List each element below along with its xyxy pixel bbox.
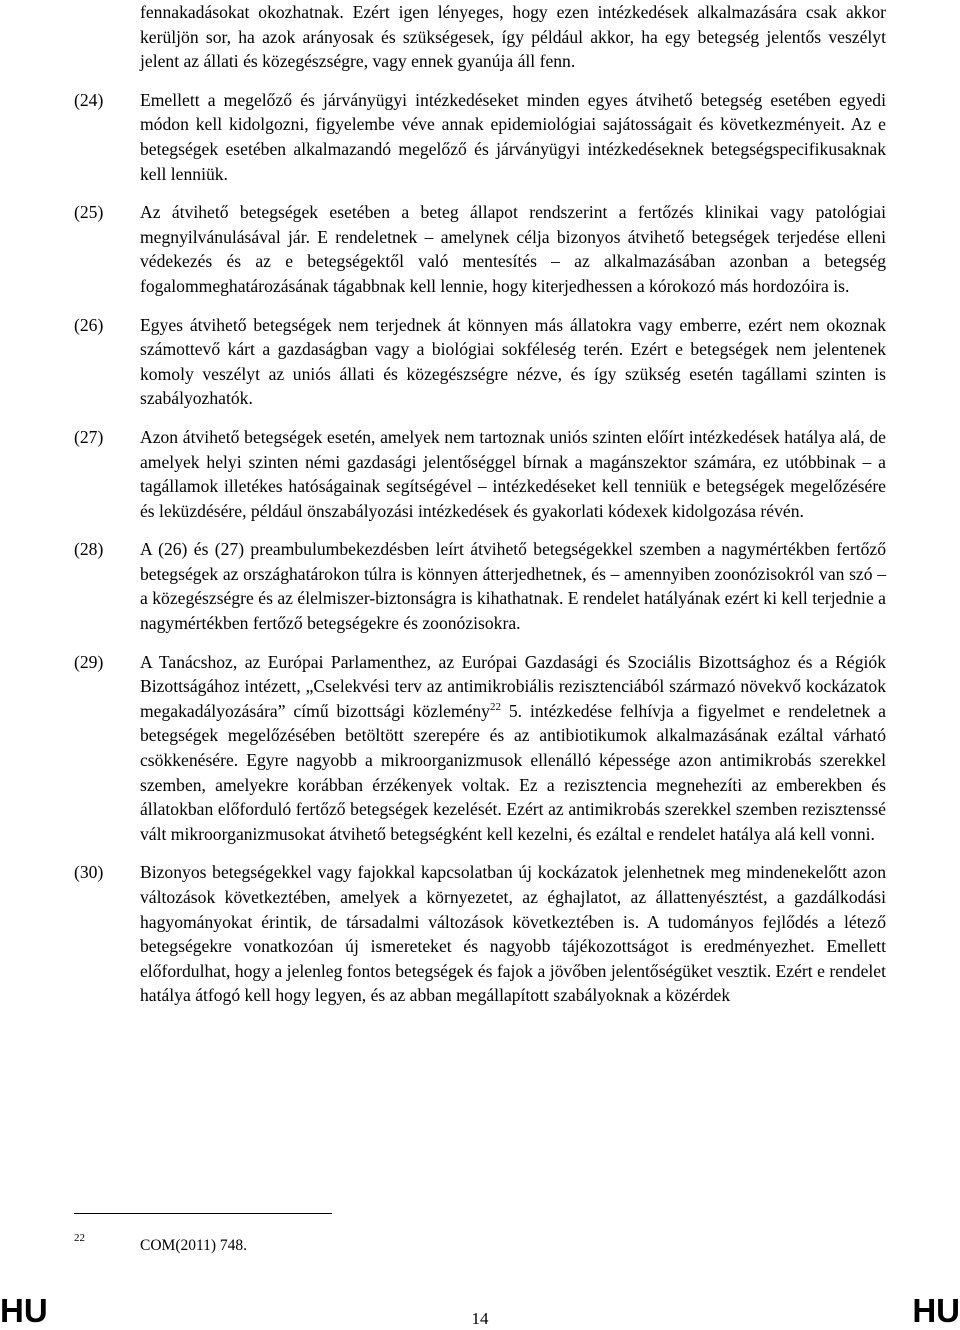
paragraph-text: Egyes átvihető betegségek nem terjednek át könnyen más állatokra vagy emberre, ezért nem okoznak számottevő kárt a gazdaságban vagy a biológiai sokféleség terén. Ezért e betegségek nem jelentenek komoly veszélyt az uniós állati és közegészségre nézve, és így szükség esetén tagállami szinten is szabályozhatók. — [140, 314, 886, 409]
paragraph-26 — [74, 313, 886, 411]
language-code-right: HU — [912, 1292, 960, 1329]
paragraph-30 — [74, 860, 886, 1008]
footnote-number: 22 — [74, 1232, 85, 1244]
paragraph-27 — [74, 425, 886, 523]
paragraph-text: Bizonyos betegségekkel vagy fajokkal kapcsolatban új kockázatok jelenhetnek meg mindenekelőtt azon változások következtében, amelyek a környezetet, az éghajlatot, az állattenyésztést, a gazdálkodási hagyományokat érintik, de társadalmi változások következtében is. A tudományos fejlődés a létező betegségekre vonatkozóan új ismereteket és nagyobb tájékozottságot is eredményezhet. Emellett előfordulhat, hogy a jelenleg fontos betegségek és fajok a jövőben jelentőségüket vesztik. Ezért e rendelet hatálya átfogó kell hogy legyen, és az abban megállapított szabályoknak a közérdek — [140, 862, 886, 1006]
footnote-reference: 22 — [489, 700, 501, 713]
paragraph-text: Az átvihető betegségek esetében a beteg állapot rendszerint a fertőzés klinikai vagy patológiai megnyilvánulásával jár. E rendeletnek – amelynek célja bizonyos átvihető betegségek terjedése elleni védekezés és az e betegségektől való mentesítés – az alkalmazásában azonban a betegség fogalommeghatározásának tágabbnak kell lennie, hogy kiterjedhessen a kórokozó más hordozóira is. — [140, 202, 886, 296]
paragraph-text-part: 5. intézkedése felhívja a figyelmet e rendeletnek a betegségek megelőzésében betöltött szerepére és az antibiotikumok alkalmazásának ezáltal várható csökkenésére. Egyre nagyobb a mikroorganizmusok ellenálló képessége azon antimikrobás szerekkel szemben, amelyekre korábban érzékenyek voltak. Ez a rezisztencia megnehezíti az emberekben és állatokban előforduló fertőző betegségek kezelését. Ezért az antimikrobás szerekkel szemben rezisztenssé vált mikroorganizmusokat átvihető betegségként kell kezelni, és ezáltal e rendelet hatálya alá kell vonni. — [140, 700, 886, 844]
language-code-left: HU — [0, 1292, 48, 1329]
paragraph-number: (27) — [74, 426, 104, 447]
paragraph-text: Emellett a megelőző és járványügyi intézkedéseket minden egyes átvihető betegség esetében egyedi módon kell kidolgozni, figyelembe véve annak epidemiológiai sajátosságait és következményeit. Az e betegségek esetében alkalmazandó megelőző és járványügyi intézkedéseknek betegségspecifikusaknak kell lenniük. — [140, 89, 886, 184]
footnote-text: COM(2011) 748. — [140, 1237, 248, 1254]
paragraph-28 — [74, 537, 886, 635]
paragraph-number: (29) — [74, 651, 104, 672]
page-number: 14 — [471, 1309, 489, 1328]
footnote-separator — [74, 1213, 332, 1214]
paragraph-29 — [74, 650, 886, 847]
paragraph-text — [140, 650, 886, 847]
paragraph-24 — [74, 88, 886, 186]
paragraph-number: (25) — [74, 202, 104, 223]
paragraph-text-part: A Tanácshoz, az Európai Parlamenthez, az Európai Gazdasági és Szociális Bizottsághoz és a Régiók Bizottságához intézett, „Cselekvési terv az antimikrobiális rezisztenciából származó növekvő kockázatok megakadályozására” című bizottsági közlemény — [140, 651, 886, 721]
paragraph-text: A (26) és (27) preambulumbekezdésben leírt átvihető betegségekkel szemben a nagymértékben fertőző betegségek az országhatárokon túlra is könnyen átterjedhetnek, és – amennyiben zoonózisokról van szó – a közegészségre és az élelmiszer-biztonságra is kihathatnak. E rendelet hatályának ezért ki kell terjednie a nagymértékben fertőző betegségekre és zoonózisokra. — [140, 539, 886, 634]
paragraph-text: Azon átvihető betegségek esetén, amelyek nem tartoznak uniós szinten előírt intézkedések hatálya alá, de amelyek helyi szinten némi gazdasági jelentőséggel bírnak a magánszektor számára, ez utóbbinak – a tagállamok illetékes hatóságainak segítségével – intézkedéseket kell tenniük e betegségek megelőzésére és leküzdésére, például önszabályozási intézkedések és gyakorlati kódexek kidolgozása révén. — [140, 426, 886, 521]
paragraph-number: (26) — [74, 314, 104, 335]
paragraph-number: (28) — [74, 539, 104, 560]
paragraph-number: (24) — [74, 89, 104, 110]
paragraph-number: (30) — [74, 862, 104, 883]
main-text — [74, 0, 886, 1022]
paragraph-25 — [74, 200, 886, 298]
continuation-text: fennakadásokat okozhatnak. Ezért igen lényeges, hogy ezen intézkedések alkalmazására csak akkor kerüljön sor, ha azok arányosak és szükségesek, így például akkor, ha egy betegség jelentős veszélyt jelent az állati és közegészségre, vagy ennek gyanúja áll fenn. — [140, 2, 886, 72]
